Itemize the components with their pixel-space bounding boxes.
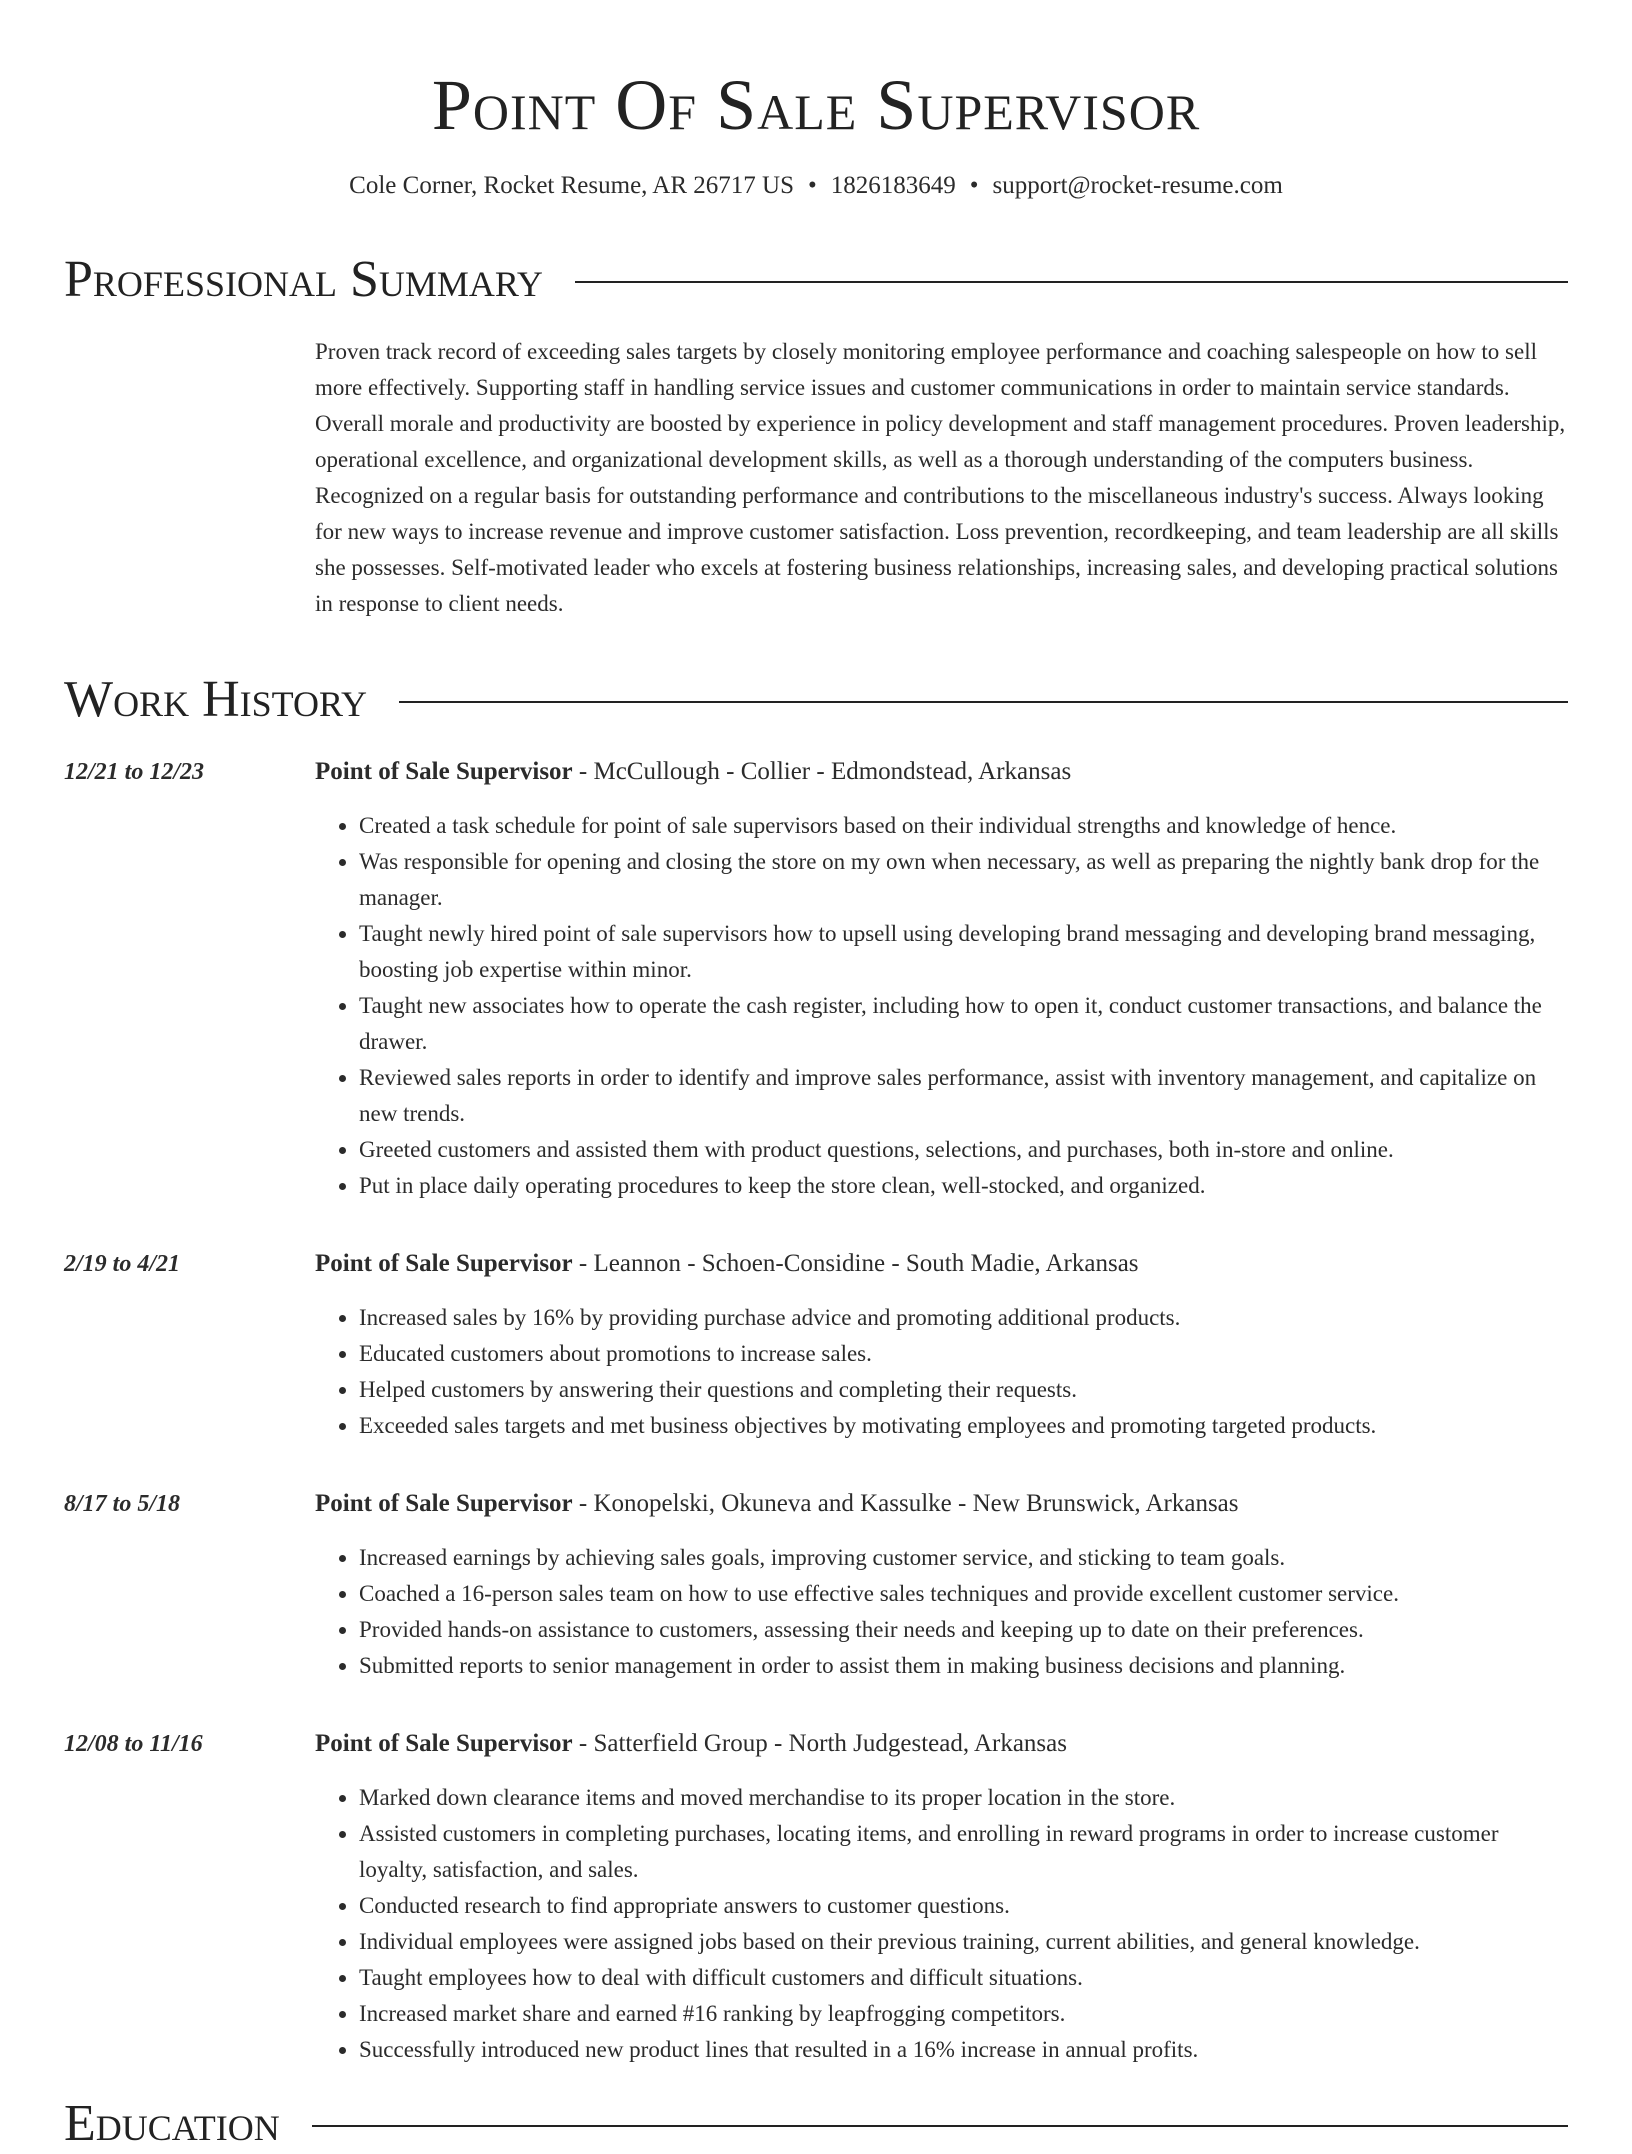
- job-dates: 2/19 to 4/21: [64, 1251, 181, 1277]
- job-bullet: • Conducted research to find appropriate answers to customer questions.: [359, 1888, 1568, 1924]
- job-title: Point of Sale Supervisor: [315, 1250, 573, 1277]
- job-bullet: • Taught new associates how to operate the cash register, including how to open it, conduct customer transactions, and balance the drawer.: [359, 988, 1568, 1060]
- contact-address: Cole Corner, Rocket Resume, AR 26717 US: [349, 172, 794, 199]
- job-bullet: • Reviewed sales reports in order to identify and improve sales performance, assist with inventory management, and capitalize on new trends.: [359, 1060, 1568, 1132]
- contact-email: support@rocket-resume.com: [992, 172, 1283, 199]
- job-title: Point of Sale Supervisor: [315, 758, 573, 785]
- job-bullet: • Was responsible for opening and closing the store on my own when necessary, as well as preparing the nightly bank drop for the manager.: [359, 844, 1568, 916]
- section-heading-work-history: Work History: [64, 671, 368, 728]
- candidate-name: Point Of Sale Supervisor: [431, 65, 1201, 145]
- job-bullet: • Increased sales by 16% by providing purchase advice and promoting additional products.: [359, 1300, 1568, 1336]
- job-bullets: [315, 808, 1568, 1204]
- job-entry: [64, 754, 1568, 1204]
- job-title-line: [315, 1726, 1568, 1762]
- job-employer: - Satterfield Group - North Judgestead, Arkansas: [572, 1730, 1067, 1757]
- job-bullet: • Submitted reports to senior management in order to assist them in making business decisions and planning.: [359, 1648, 1568, 1684]
- section-heading-education: Education: [64, 2095, 280, 2152]
- job-bullet: • Helped customers by answering their questions and completing their requests.: [359, 1372, 1568, 1408]
- job-bullet: • Provided hands-on assistance to customers, assessing their needs and keeping up to date on their preferences.: [359, 1612, 1568, 1648]
- job-bullet: • Put in place daily operating procedures to keep the store clean, well-stocked, and organized.: [359, 1168, 1568, 1204]
- job-title-line: [315, 754, 1568, 790]
- job-bullet: • Exceeded sales targets and met business objectives by motivating employees and promoting targeted products.: [359, 1408, 1568, 1444]
- job-entry: [64, 1486, 1568, 1684]
- job-bullet: • Created a task schedule for point of sale supervisors based on their individual strengths and knowledge of hence.: [359, 808, 1568, 844]
- job-body: [315, 1726, 1568, 2068]
- contact-line: [64, 170, 1568, 202]
- job-employer: - Konopelski, Okuneva and Kassulke - New Brunswick, Arkansas: [572, 1490, 1239, 1517]
- job-bullet: • Taught employees how to deal with difficult customers and difficult situations.: [359, 1960, 1568, 1996]
- job-title: Point of Sale Supervisor: [315, 1490, 573, 1517]
- job-bullet: • Taught newly hired point of sale supervisors how to upsell using developing brand messaging and developing brand messaging, boosting job expertise within minor.: [359, 916, 1568, 988]
- job-dates: 8/17 to 5/18: [64, 1491, 181, 1517]
- job-bullet: • Increased earnings by achieving sales goals, improving customer service, and sticking to team goals.: [359, 1540, 1568, 1576]
- job-bullet: • Successfully introduced new product lines that resulted in a 16% increase in annual profits.: [359, 2032, 1568, 2068]
- section-rule: [575, 281, 1568, 283]
- job-bullet: • Coached a 16-person sales team on how to use effective sales techniques and provide excellent customer service.: [359, 1576, 1568, 1612]
- summary-text: Proven track record of exceeding sales targets by closely monitoring employee performance and coaching salespeople on how to sell more effectively. Supporting staff in handling service issues and customer communications in order to maintain service standards. Overall morale and productivity are boosted by experience in policy development and staff management procedures. Proven leadership, operational excellence, and organizational development skills, as well as a thorough understanding of the computers business. Recognized on a regular basis for outstanding performance and contributions to the miscellaneous industry's success. Always looking for new ways to increase revenue and improve customer satisfaction. Loss prevention, recordkeeping, and team leadership are all skills she possesses. Self-motivated leader who excels at fostering business relationships, increasing sales, and developing practical solutions in response to client needs.: [315, 339, 1566, 616]
- section-rule: [312, 2125, 1568, 2127]
- job-body: [315, 754, 1568, 1204]
- job-bullet: • Individual employees were assigned jobs based on their previous training, current abilities, and general knowledge.: [359, 1924, 1568, 1960]
- contact-phone: 1826183649: [830, 172, 956, 199]
- job-bullet: • Educated customers about promotions to increase sales.: [359, 1336, 1568, 1372]
- section-education: [64, 2094, 1568, 2154]
- contact-separator: •: [969, 172, 979, 199]
- job-title: Point of Sale Supervisor: [315, 1730, 573, 1757]
- section-heading-summary: Professional Summary: [64, 251, 543, 308]
- job-bullet: • Assisted customers in completing purchases, locating items, and enrolling in reward programs in order to increase customer loyalty, satisfaction, and sales.: [359, 1816, 1568, 1888]
- job-bullet: • Greeted customers and assisted them with product questions, selections, and purchases, both in-store and online.: [359, 1132, 1568, 1168]
- job-dates: 12/08 to 11/16: [64, 1731, 203, 1757]
- resume-page: [64, 0, 1568, 2154]
- job-bullet: • Increased market share and earned #16 ranking by leapfrogging competitors.: [359, 1996, 1568, 2032]
- contact-separator: •: [807, 172, 817, 199]
- section-professional-summary: [64, 250, 1568, 310]
- section-rule: [399, 701, 1568, 703]
- job-dates: 12/21 to 12/23: [64, 759, 205, 785]
- job-entry: [64, 1726, 1568, 2068]
- job-title-line: [315, 1246, 1568, 1282]
- job-title-line: [315, 1486, 1568, 1522]
- job-bullet: • Marked down clearance items and moved merchandise to its proper location in the store.: [359, 1780, 1568, 1816]
- job-bullets: [315, 1780, 1568, 2068]
- job-body: [315, 1246, 1568, 1444]
- job-employer: - Leannon - Schoen-Considine - South Madie, Arkansas: [572, 1250, 1139, 1277]
- job-employer: - McCullough - Collier - Edmondstead, Arkansas: [572, 758, 1072, 785]
- job-body: [315, 1486, 1568, 1684]
- job-bullets: [315, 1300, 1568, 1444]
- job-bullets: [315, 1540, 1568, 1684]
- section-work-history: [64, 670, 1568, 730]
- job-entry: [64, 1246, 1568, 1444]
